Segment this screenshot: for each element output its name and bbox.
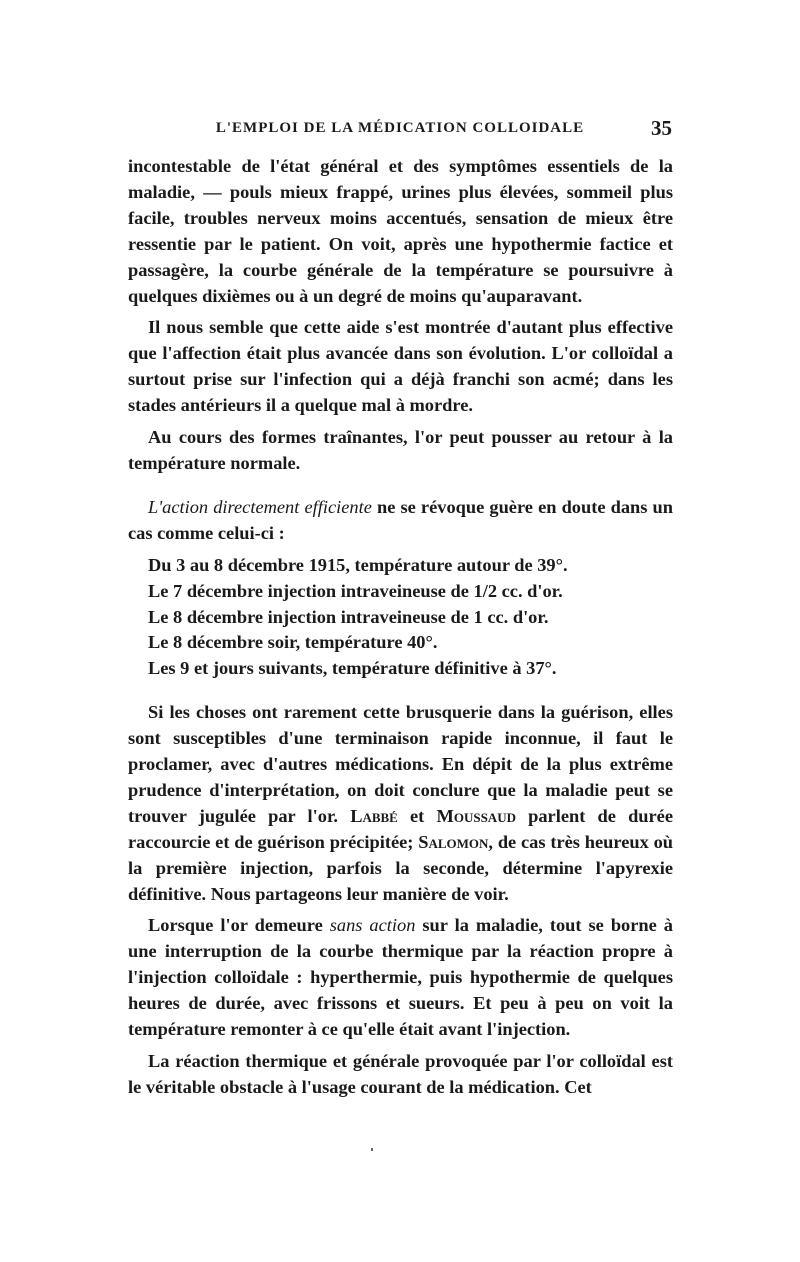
body-text — [128, 154, 673, 1101]
list-item: Les 9 et jours suivants, température définitive à 37°. — [148, 658, 557, 679]
author-name: Labbé — [350, 805, 398, 826]
paragraph-5-part-c: parlent de durée raccourcie et de guérison précipitée; — [128, 805, 674, 852]
running-title: L'EMPLOI DE LA MÉDICATION COLLOIDALE — [215, 120, 585, 136]
page-number: 35 — [651, 116, 672, 140]
italic-phrase: sans action — [329, 915, 416, 936]
paragraph-5-part-b: et — [397, 805, 437, 826]
paragraph-6 — [128, 913, 673, 1043]
italic-phrase: L'action directement efficiente — [148, 496, 372, 517]
list-item: Le 7 décembre injection intraveineuse de 1/2 cc. d'or. — [148, 580, 563, 601]
paragraph-4-rest: ne se révoque guère en doute dans un cas comme celui-ci : — [128, 496, 673, 543]
case-list — [128, 553, 673, 683]
paragraph-5-part-a: Si les choses ont rarement cette brusquerie dans la guérison, elles sont susceptibles d'une terminaison rapide inconnue, il faut le proclamer, avec d'autres médications. En dépit de la plus extrême prudence d'interprétation, on doit conclure que la maladie peut se trouver jugulée par l'or. — [128, 702, 673, 826]
paragraph-6-part-b: sur la maladie, tout se borne à une interruption de la courbe thermique par la réaction propre à l'injection colloïdale : hyperthermie, puis hypothermie de quelques heures de durée, avec frissons et sueurs. Et peu à peu on voit la température remonter à ce qu'elle était avant l'injection. — [128, 915, 673, 1040]
list-item: Du 3 au 8 décembre 1915, température autour de 39°. — [148, 554, 568, 575]
author-name: Moussaud — [436, 805, 516, 826]
author-name: Salomon — [418, 831, 489, 852]
paragraph-3: Au cours des formes traînantes, l'or peut pousser au retour à la température normale. — [128, 427, 673, 473]
paragraph-4 — [128, 495, 673, 547]
paragraph-1: incontestable de l'état général et des symptômes essentiels de la maladie, — pouls mieux frappé, urines plus élevées, sommeil plus facile, troubles nerveux moins accentués, sensation de mieux être ressentie par le patient. On voit, après une hypothermie factice et passagère, la courbe générale de la température se poursuivre à quelques dixièmes ou à un degré de moins qu'auparavant. — [128, 156, 673, 306]
paragraph-5-part-d: , de cas très heureux où la première injection, parfois la seconde, détermine l'apyrexie définitive. Nous partageons leur manière de voir. — [128, 831, 674, 904]
list-item: Le 8 décembre injection intraveineuse de 1 cc. d'or. — [148, 606, 549, 627]
paragraph-5 — [128, 700, 673, 907]
page-header — [128, 116, 672, 144]
paragraph-6-part-a: Lorsque l'or demeure — [148, 915, 330, 936]
list-item: Le 8 décembre soir, température 40°. — [148, 632, 438, 653]
print-speck — [371, 1148, 373, 1151]
paragraph-2: Il nous semble que cette aide s'est montrée d'autant plus effective que l'affection était plus avancée dans son évolution. L'or colloïdal a surtout prise sur l'infection qui a déjà franchi son acmé; dans les stades antérieurs il a quelque mal à mordre. — [128, 317, 673, 416]
paragraph-7: La réaction thermique et générale provoquée par l'or colloïdal est le véritable obstacle à l'usage courant de la médication. Cet — [128, 1051, 673, 1097]
